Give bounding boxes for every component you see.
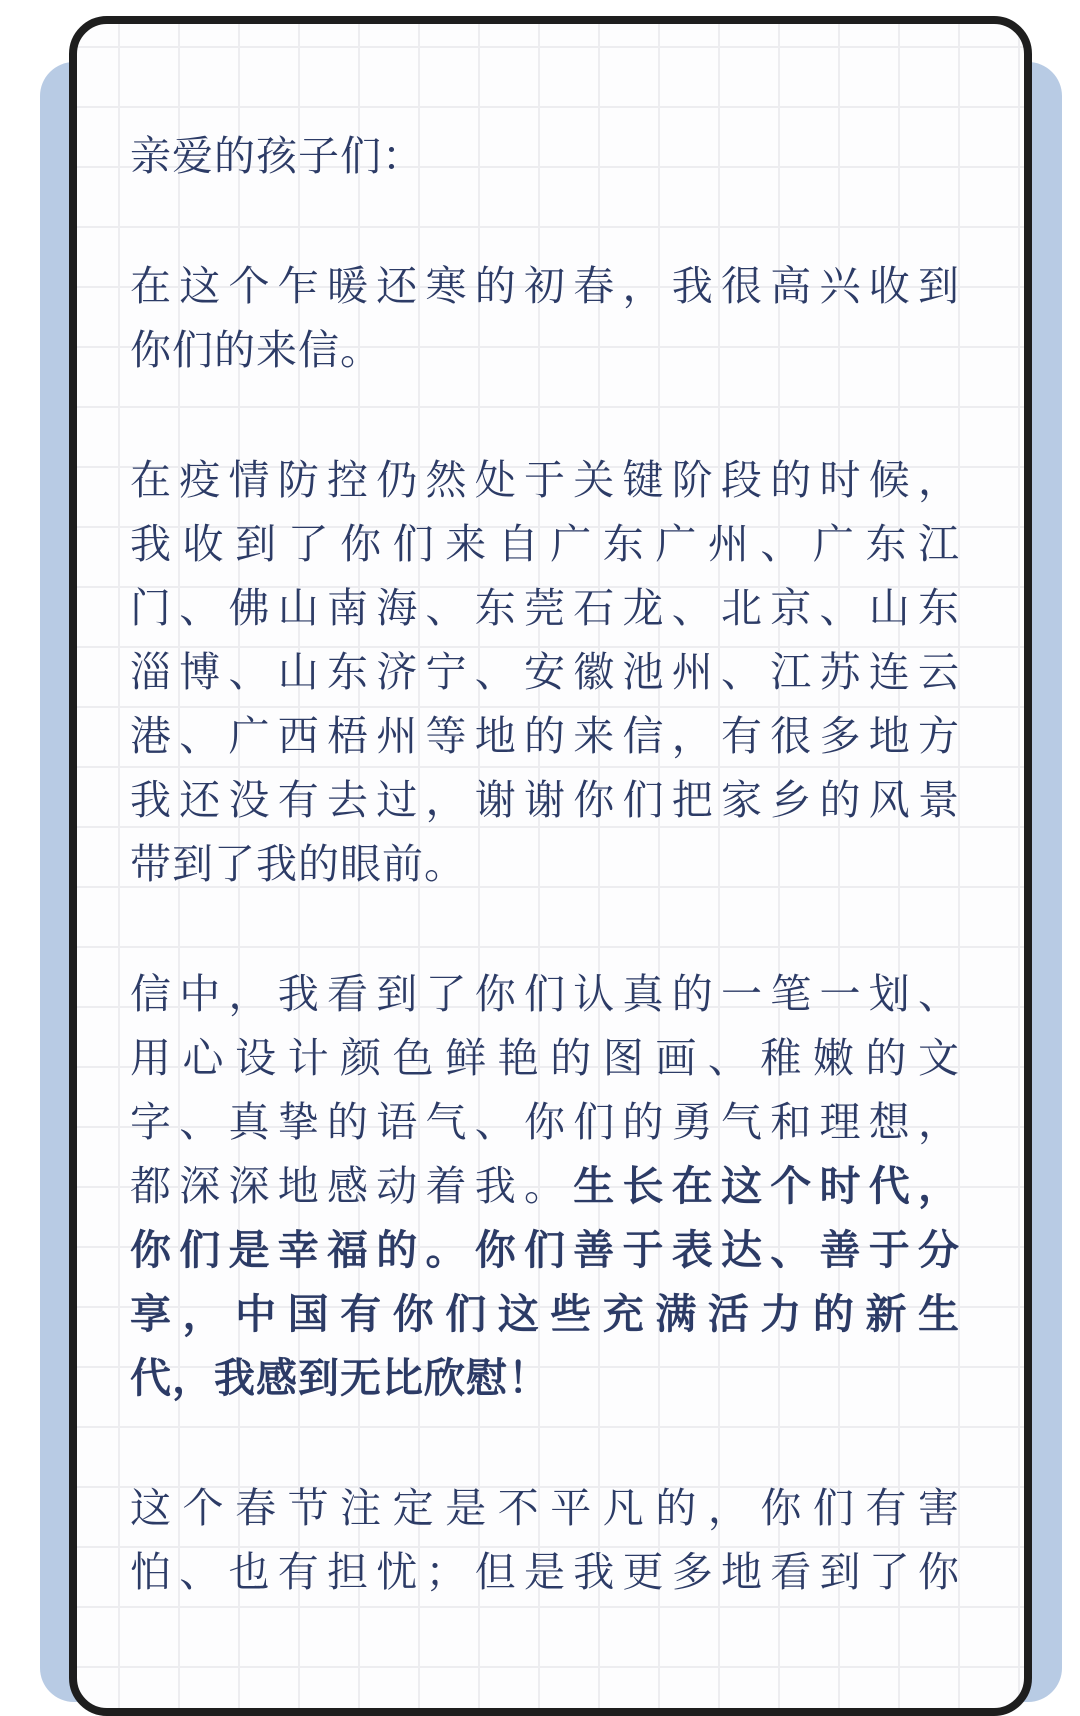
letter-line [130, 576, 960, 640]
letter-paragraph [130, 962, 960, 1410]
letter-text: 在这个乍暖还寒的初春，我很高兴收到 [130, 263, 960, 309]
letter-paragraph [130, 124, 960, 188]
letter-text-bold: 代，我感到无比欣慰！ [130, 1355, 550, 1401]
letter-text: 用心设计颜色鲜艳的图画、稚嫩的文 [130, 1035, 960, 1081]
letter-text: 你们的来信。 [130, 327, 382, 373]
letter-text-bold: 享，中国有你们这些充满活力的新生 [130, 1291, 960, 1337]
letter-text: 怕、也有担忧；但是我更多地看到了你 [130, 1549, 960, 1595]
letter-line [130, 1282, 960, 1346]
letter-text: 在疫情防控仍然处于关键阶段的时候， [130, 457, 960, 503]
letter-line [130, 318, 960, 382]
letter-line [130, 124, 960, 188]
letter-text-bold: 生长在这个时代， [573, 1163, 960, 1209]
letter-body [77, 24, 1024, 1604]
letter-line [130, 1026, 960, 1090]
letter-text: 信中，我看到了你们认真的一笔一划、 [130, 971, 960, 1017]
letter-text: 都深深地感动着我。 [130, 1163, 574, 1209]
letter-paragraph [130, 254, 960, 382]
letter-line [130, 1154, 960, 1218]
letter-text: 我收到了你们来自广东广州、广东江 [130, 521, 960, 567]
letter-text: 带到了我的眼前。 [130, 841, 466, 887]
letter-line [130, 640, 960, 704]
letter-paragraph [130, 448, 960, 896]
letter-text-bold: 你们是幸福的。你们善于表达、善于分 [130, 1227, 960, 1273]
letter-text: 淄博、山东济宁、安徽池州、江苏连云 [130, 649, 960, 695]
letter-text: 门、佛山南海、东莞石龙、北京、山东 [130, 585, 960, 631]
letter-line [130, 704, 960, 768]
letter-line [130, 448, 960, 512]
letter-text: 港、广西梧州等地的来信，有很多地方 [130, 713, 960, 759]
letter-text: 字、真挚的语气、你们的勇气和理想， [130, 1099, 960, 1145]
letter-card [69, 16, 1032, 1716]
letter-line [130, 768, 960, 832]
letter-line [130, 1090, 960, 1154]
letter-line [130, 1346, 960, 1410]
letter-line [130, 1218, 960, 1282]
letter-text: 这个春节注定是不平凡的，你们有害 [130, 1485, 960, 1531]
letter-line [130, 1540, 960, 1604]
letter-line [130, 832, 960, 896]
letter-text: 我还没有去过，谢谢你们把家乡的风景 [130, 777, 960, 823]
letter-line [130, 1476, 960, 1540]
letter-text: 亲爱的孩子们： [130, 133, 424, 179]
letter-line [130, 254, 960, 318]
letter-paragraph [130, 1476, 960, 1604]
letter-line [130, 512, 960, 576]
letter-line [130, 962, 960, 1026]
